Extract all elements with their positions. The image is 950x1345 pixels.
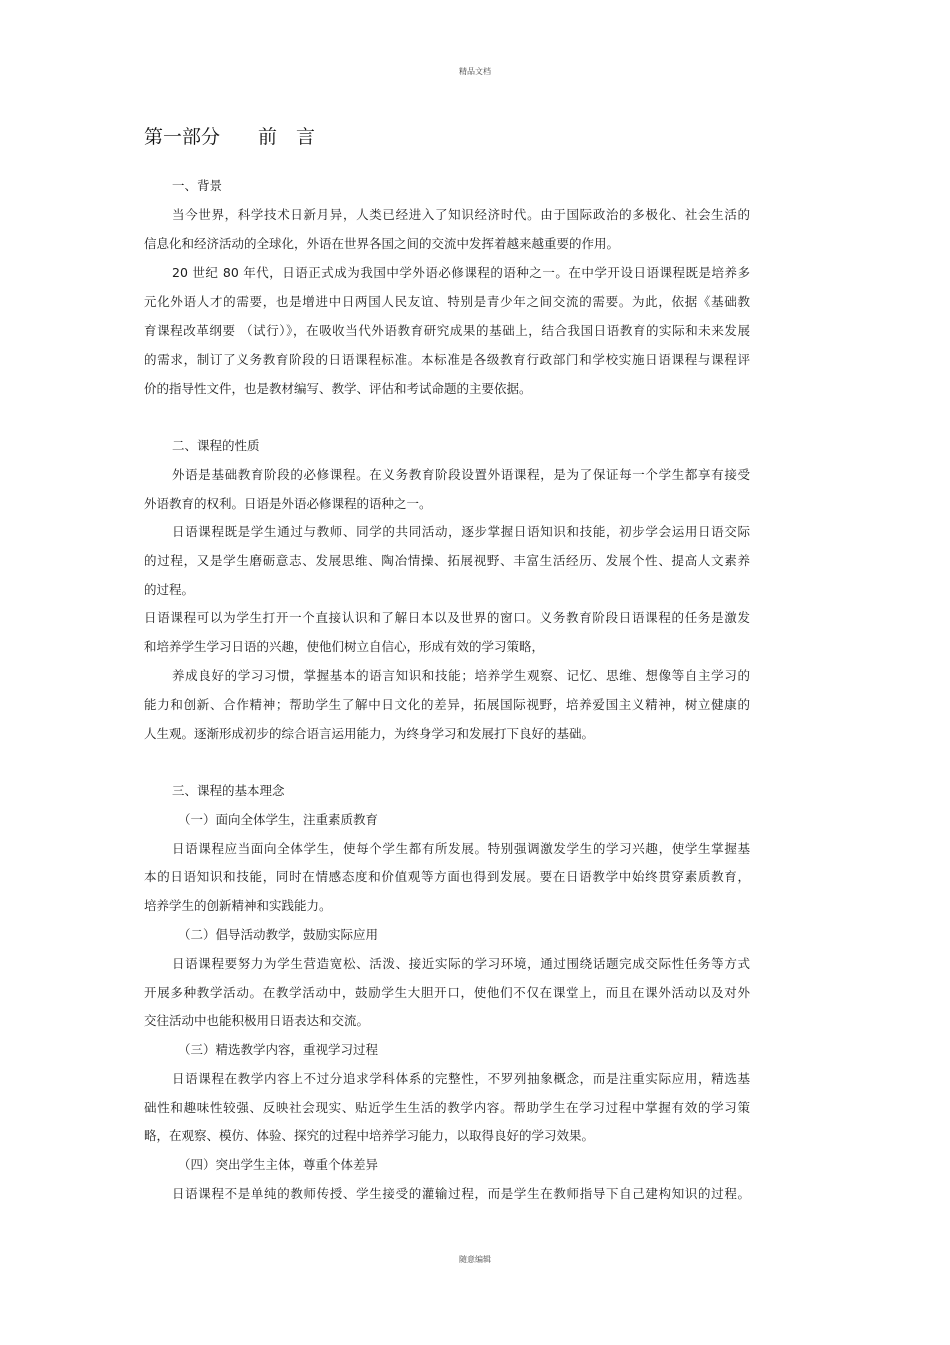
- text-line: 价的指导性文件，也是教材编写、教学、评估和考试命题的主要依据。: [144, 381, 532, 396]
- text-line: 略，在观察、模仿、体验、探究的过程中培养学习能力，以取得良好的学习效果。: [144, 1128, 595, 1143]
- text-line: 当今世界，科学技术日新月异，人类已经进入了知识经济时代。由于国际政治的多极化、社会生活的: [172, 207, 750, 222]
- text-line: 本的日语知识和技能，同时在情感态度和价值观等方面也得到发展。要在日语教学中始终贯穿素质教育，: [144, 869, 750, 884]
- text-line: 日语课程既是学生通过与教师、同学的共同活动，逐步掌握日语知识和技能，初步学会运用日语交际: [172, 524, 750, 539]
- subsection-heading: （二）倡导活动教学，鼓励实际应用: [178, 927, 379, 942]
- section-heading-nature: 二、课程的性质: [172, 438, 260, 453]
- text-line: 日语课程在教学内容上不过分追求学科体系的完整性，不罗列抽象概念，而是注重实际应用，精选基: [172, 1071, 750, 1086]
- text-line: 开展多种教学活动。在教学活动中，鼓励学生大胆开口，使他们不仅在课堂上，而且在课外活动以及对外: [144, 985, 750, 1000]
- text-line: 日语课程不是单纯的教师传授、学生接受的灌输过程，而是学生在教师指导下自己建构知识的过程。: [172, 1186, 750, 1201]
- text-line: 能力和创新、合作精神；帮助学生了解中日文化的差异，拓展国际视野，培养爱国主义精神，树立健康的: [144, 697, 750, 712]
- text-line: 础性和趣味性较强、反映社会现实、贴近学生生活的教学内容。帮助学生在学习过程中掌握有效的学习策: [144, 1100, 750, 1115]
- text-line: 养成良好的学习习惯，掌握基本的语言知识和技能；培养学生观察、记忆、思维、想像等自主学习的: [172, 668, 750, 683]
- text-line: 日语课程要努力为学生营造宽松、活泼、接近实际的学习环境，通过围绕话题完成交际性任务等方式: [172, 956, 750, 971]
- text-line: 元化外语人才的需要，也是增进中日两国人民友谊、特别是青少年之间交流的需要。为此，依据《基础教: [144, 294, 750, 309]
- text-line: 信息化和经济活动的全球化，外语在世界各国之间的交流中发挥着越来越重要的作用。: [144, 236, 620, 251]
- text-line: 日语课程应当面向全体学生，使每个学生都有所发展。特别强调激发学生的学习兴趣，使学生掌握基: [172, 841, 750, 856]
- page-header: 精品文档: [459, 67, 491, 76]
- text-line: 的过程，又是学生磨砺意志、发展思维、陶冶情操、拓展视野、丰富生活经历、发展个性、提高人文素养: [144, 553, 750, 568]
- section-heading-background: 一、背景: [172, 178, 223, 193]
- text-line: 交往活动中也能积极用日语表达和交流。: [144, 1013, 370, 1028]
- subsection-heading: （三）精选教学内容，重视学习过程: [178, 1042, 379, 1057]
- text-line: 日语课程可以为学生打开一个直接认识和了解日本以及世界的窗口。义务教育阶段日语课程的任务是激发: [144, 610, 750, 625]
- text-line: 外语教育的权利。日语是外语必修课程的语种之一。: [144, 496, 432, 511]
- text-line: 培养学生的创新精神和实践能力。: [144, 898, 332, 913]
- subsection-heading: （一）面向全体学生，注重素质教育: [178, 812, 379, 827]
- text-line: 外语是基础教育阶段的必修课程。在义务教育阶段设置外语课程，是为了保证每一个学生都享有接受: [172, 467, 750, 482]
- section-heading-concepts: 三、课程的基本理念: [172, 783, 285, 798]
- text-line: 育课程改革纲要 （试行）》，在吸收当代外语教育研究成果的基础上，结合我国日语教育的实际和未来发展: [144, 323, 750, 338]
- subsection-heading: （四）突出学生主体，尊重个体差异: [178, 1157, 379, 1172]
- page-title: 第一部分 前 言: [144, 126, 316, 148]
- text-line: 和培养学生学习日语的兴趣，使他们树立自信心，形成有效的学习策略，: [144, 639, 545, 654]
- text-line: 人生观。逐渐形成初步的综合语言运用能力，为终身学习和发展打下良好的基础。: [144, 726, 595, 741]
- text-line: 的过程。: [144, 582, 195, 597]
- text-line: 的需求，制订了义务教育阶段的日语课程标准。本标准是各级教育行政部门和学校实施日语课程与课程评: [144, 352, 750, 367]
- text-line: 20 世纪 80 年代，日语正式成为我国中学外语必修课程的语种之一。在中学开设日语课程既是培养多: [172, 265, 750, 280]
- page-footer: 随意编辑: [459, 1255, 491, 1264]
